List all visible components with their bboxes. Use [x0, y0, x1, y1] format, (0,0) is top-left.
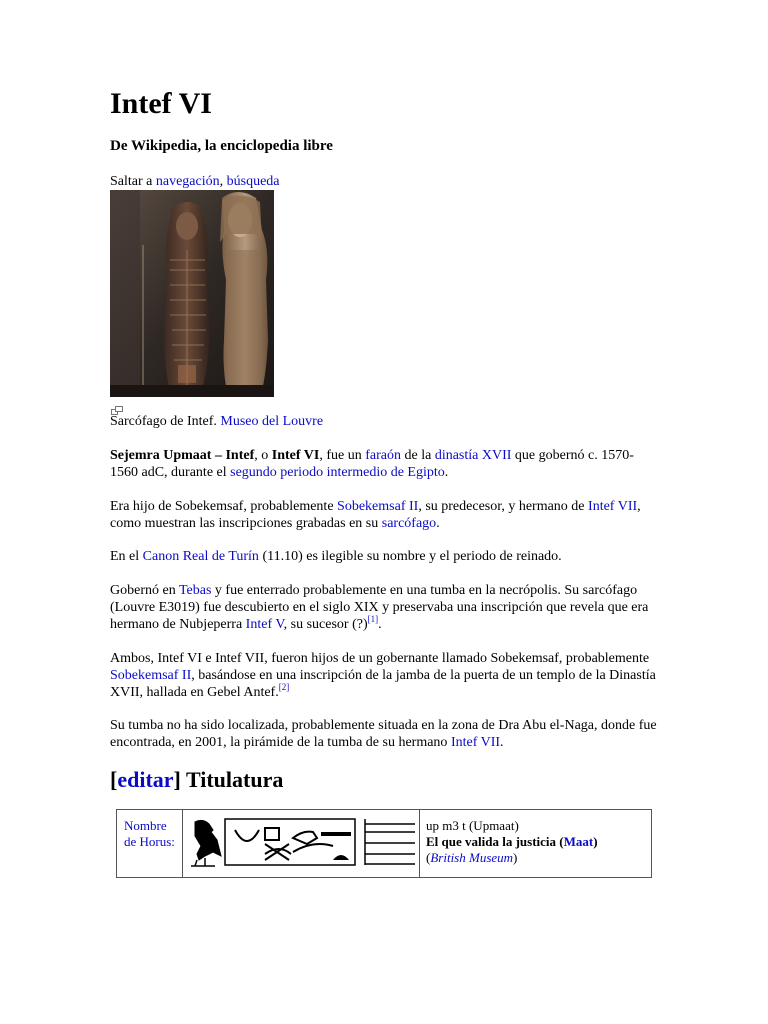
meaning-text: El que valida la justicia ( [426, 834, 564, 849]
source-open: ( [426, 850, 431, 865]
link-maat[interactable]: Maat [563, 834, 594, 849]
link-intef-v[interactable]: Intef V [245, 617, 284, 632]
reference-1[interactable]: [1] [367, 614, 379, 624]
page-subtitle: De Wikipedia, la enciclopedia libre [110, 138, 333, 154]
text: Su tumba no ha sido localizada, probablemente situada en la zona de Dra Abu el-Naga, donde fue encontrada, en 2001, la pirámide de la tumba de su hermano [110, 718, 657, 750]
link-sobekemsaf-ii-2[interactable]: Sobekemsaf II [110, 668, 192, 683]
text: . [500, 735, 504, 750]
text: . [436, 516, 440, 531]
caption-text: Sarcófago de Intef. [110, 414, 221, 429]
reference-2[interactable]: [2] [278, 682, 290, 692]
paragraph-reign [110, 582, 660, 633]
paragraph-tomb [110, 717, 660, 751]
meaning [426, 834, 645, 850]
link-dinastia-xvii[interactable]: dinastía XVII [434, 448, 512, 463]
source [426, 850, 645, 866]
source-close: ) [513, 850, 518, 865]
hieroglyph-cell [183, 810, 420, 878]
text: , su predecesor, y hermano de [418, 499, 589, 514]
jump-search-link[interactable]: búsqueda [226, 174, 280, 189]
text: . [378, 617, 382, 632]
serekh-hieroglyph-icon [183, 810, 419, 872]
sarcophagus-photo[interactable] [110, 190, 274, 397]
edit-open-bracket: [ [110, 767, 118, 792]
link-sarcofago[interactable]: sarcófago [381, 516, 437, 531]
louvre-link[interactable]: Museo del Louvre [220, 414, 324, 429]
paragraph-canon [110, 548, 660, 565]
page-title: Intef VI [110, 87, 212, 120]
transliteration: up m3 t (Upmaat) [426, 818, 519, 833]
section-heading-titulatura [110, 766, 283, 794]
text: , su sucesor (?) [283, 617, 368, 632]
text: Gobernó en [110, 583, 179, 598]
paragraph-parents [110, 650, 660, 701]
jump-navigation-link[interactable]: navegación [155, 174, 220, 189]
link-sobekemsaf-ii[interactable]: Sobekemsaf II [337, 499, 419, 514]
image-caption [110, 413, 323, 430]
paragraph-intro [110, 447, 660, 481]
text: , o [254, 448, 272, 463]
jump-links [110, 173, 280, 190]
titulatura-table [116, 809, 652, 878]
meaning-close: ) [593, 834, 598, 849]
jump-prefix: Saltar a [110, 174, 156, 189]
link-tebas[interactable]: Tebas [178, 583, 212, 598]
link-canon-real-turin[interactable]: Canon Real de Turín [142, 549, 259, 564]
text: . [444, 465, 449, 480]
text: (11.10) es ilegible su nombre y el periodo de reinado. [258, 549, 562, 564]
text: , fue un [319, 448, 366, 463]
text: de la [400, 448, 435, 463]
paragraph-family [110, 498, 660, 532]
horus-name-value-cell [420, 810, 652, 878]
text: Ambos, Intef VI e Intef VII, fueron hijos de un gobernante llamado Sobekemsaf, probablemente [110, 651, 650, 666]
text: , como muestran las inscripciones grabadas en su [110, 499, 641, 531]
table-row [117, 810, 652, 878]
link-british-museum[interactable]: British Museum [430, 850, 514, 865]
bold-name: Sejemra Upmaat – Intef [110, 448, 255, 463]
link-intef-vii-2[interactable]: Intef VII [450, 735, 501, 750]
jump-separator: , [219, 174, 227, 189]
text: En el [110, 549, 143, 564]
horus-name-link[interactable]: Nombre de Horus: [124, 818, 175, 849]
text: y fue enterrado probablemente en una tumba en la necrópolis. Su sarcófago (Louvre E3019) fue descubierto en el siglo XIX y preservaba una inscripción que revela que era hermano de Nubjeperra [110, 583, 649, 632]
link-faraon[interactable]: faraón [365, 448, 401, 463]
text: , basándose en una inscripción de la jamba de la puerta de un templo de la Dinastía XVII, hallada en Gebel Antef. [110, 668, 656, 700]
section-title: Titulatura [180, 767, 284, 792]
bold-name-alt: Intef VI [271, 448, 320, 463]
text: Era hijo de Sobekemsaf, probablemente [110, 499, 338, 514]
link-intef-vii[interactable]: Intef VII [588, 499, 638, 514]
edit-close-bracket: ] [173, 767, 181, 792]
edit-section-link[interactable]: editar [117, 767, 174, 792]
text: que gobernó c. 1570-1560 adC, durante el [110, 448, 634, 480]
horus-name-label-cell [117, 810, 183, 878]
link-segundo-periodo[interactable]: segundo periodo intermedio de Egipto [230, 465, 445, 480]
